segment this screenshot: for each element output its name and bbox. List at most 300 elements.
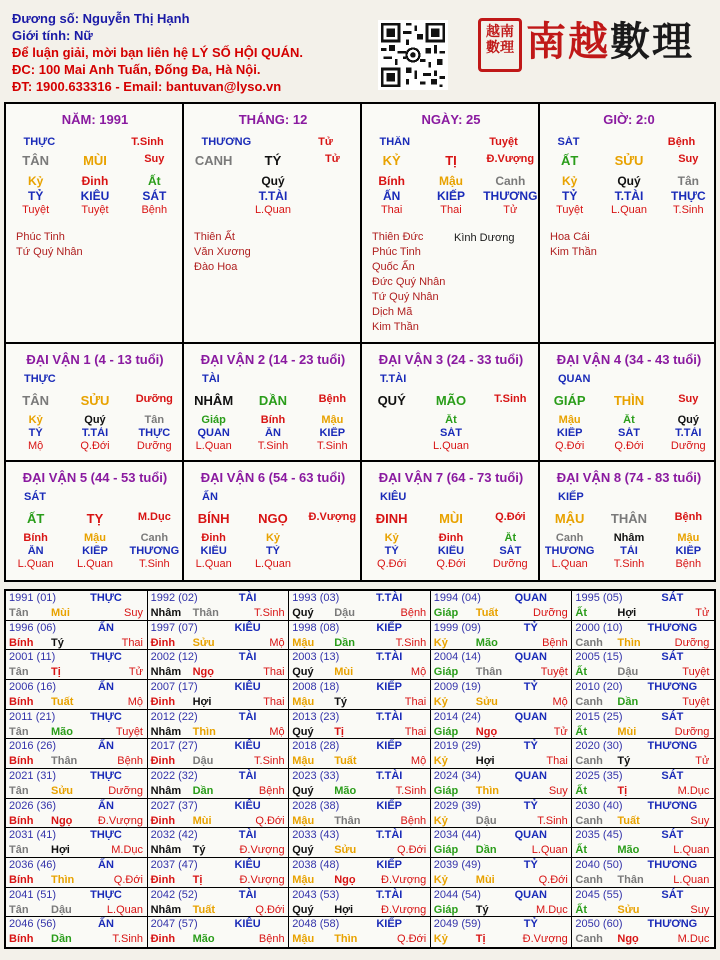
year-cell xyxy=(6,917,148,947)
year-phase: Thai xyxy=(263,695,285,708)
hidden-stem: Canh xyxy=(140,532,169,544)
year-label: 2048 (58) xyxy=(292,918,340,931)
year-branch: Hợi xyxy=(475,755,495,768)
year-cell xyxy=(431,799,573,829)
hidden-stem-h3: Tuyệt xyxy=(81,204,109,216)
year-stem: Ất xyxy=(575,725,587,738)
year-branch: Ngọ xyxy=(475,725,498,738)
hidden-god xyxy=(481,427,539,439)
year-phase: Tuyệt xyxy=(682,666,710,679)
hidden-stem-h2: KIÊU xyxy=(80,189,110,203)
year-ten-god: KIẾP xyxy=(376,740,403,753)
year-label: 2023 (33) xyxy=(292,769,340,782)
hidden-stem-h2 xyxy=(185,189,243,203)
hidden-stem: Mậu xyxy=(677,532,700,544)
year-stem: Đinh xyxy=(150,814,176,827)
heavenly-stem: GIÁP xyxy=(553,393,586,408)
year-label: 1991 (01) xyxy=(9,592,57,604)
dai-van-title: ĐẠI VẬN 2 (14 - 23 tuổi) xyxy=(200,352,346,367)
hidden-phase: L.Quan xyxy=(432,440,470,452)
year-label: 2000 (10) xyxy=(575,621,623,634)
branch-phase: Suy xyxy=(144,153,165,165)
hidden-phase: L.Quan xyxy=(76,558,114,570)
hidden-god: SÁT xyxy=(499,545,522,557)
year-stem: Quý xyxy=(292,784,314,797)
year-label: 2010 (20) xyxy=(575,680,623,693)
hidden-stem: Canh xyxy=(555,532,584,544)
hidden-god: KIÊU xyxy=(437,545,465,557)
year-branch: Dậu xyxy=(617,666,639,679)
year-ten-god: TỶ xyxy=(523,858,538,871)
year-branch: Thìn xyxy=(51,873,75,886)
year-stem: Quý xyxy=(292,607,314,619)
year-label: 2017 (27) xyxy=(150,740,198,753)
year-branch: Dậu xyxy=(475,814,497,827)
year-branch: Mão xyxy=(51,725,73,738)
hidden-stem-h2: T.TÀI xyxy=(614,189,644,203)
ten-god-label: ẤN xyxy=(202,491,218,503)
year-phase: Tử xyxy=(553,725,568,738)
hidden-god: TỶ xyxy=(265,545,281,557)
year-label: 2033 (43) xyxy=(292,829,340,842)
year-label: 2008 (18) xyxy=(292,680,340,693)
year-cell xyxy=(572,769,714,799)
hidden-god: THƯƠNG xyxy=(129,545,180,557)
year-cell xyxy=(572,621,714,651)
year-stem: Kỷ xyxy=(433,755,448,768)
year-ten-god: T.TÀI xyxy=(376,888,403,901)
year-cell xyxy=(148,710,290,740)
hidden-phase: L.Quan xyxy=(17,558,54,570)
hidden-god: TÀI xyxy=(620,545,638,557)
year-label: 2020 (30) xyxy=(575,740,623,753)
hidden-god: KIÊU xyxy=(200,545,227,557)
hidden-stem-h2: TỶ xyxy=(561,189,578,203)
year-label: 1993 (03) xyxy=(292,592,340,604)
star-name: Phúc Tinh xyxy=(16,231,65,243)
year-ten-god: THỰC xyxy=(90,592,122,604)
year-cell xyxy=(148,769,290,799)
hidden-phase: T.Sinh xyxy=(613,558,645,570)
year-phase: Mộ xyxy=(269,725,285,738)
year-stem: Giáp xyxy=(433,725,459,738)
hidden-stem-h1: Kỷ xyxy=(561,174,578,188)
year-cell xyxy=(572,858,714,888)
dai-van-title: ĐẠI VẬN 3 (24 - 33 tuổi) xyxy=(378,352,524,367)
year-branch: Hợi xyxy=(334,903,354,916)
year-branch: Dần xyxy=(51,933,72,946)
hidden-stem: Tân xyxy=(144,414,165,426)
hidden-stem: Ất xyxy=(623,414,635,426)
year-ten-god: TÀI xyxy=(238,829,257,842)
year-branch: Tuất xyxy=(475,607,499,619)
year-ten-god: THỰC xyxy=(90,769,122,782)
year-phase: Đ.Vượng xyxy=(239,873,285,886)
year-cell xyxy=(6,739,148,769)
ten-god-label: THỰC xyxy=(23,136,56,148)
year-stem: Quý xyxy=(292,666,314,679)
year-phase: Mộ xyxy=(552,695,568,708)
year-branch: Hợi xyxy=(51,844,70,857)
year-ten-god: THƯƠNG xyxy=(647,799,698,812)
year-label: 2005 (15) xyxy=(575,651,623,664)
year-label: 2038 (48) xyxy=(292,858,340,871)
year-stem: Bính xyxy=(9,695,34,708)
earthly-branch: THÌN xyxy=(613,393,645,408)
year-ten-god: TÀI xyxy=(238,651,257,664)
earthly-branch: NGỌ xyxy=(258,511,288,526)
year-stem: Giáp xyxy=(433,784,459,797)
hidden-phase: Q.Đới xyxy=(377,558,407,570)
year-cell xyxy=(431,858,573,888)
chart-header xyxy=(12,10,372,100)
year-cell xyxy=(6,828,148,858)
year-ten-god: THỰC xyxy=(90,710,122,723)
hidden-stem-h1 xyxy=(303,174,361,188)
year-stem: Nhâm xyxy=(150,903,182,916)
hidden-stem xyxy=(303,532,361,544)
red-seal-stamp: 越南 數理 xyxy=(478,18,522,72)
branch-phase: Đ.Vượng xyxy=(308,511,357,523)
year-branch: Tuất xyxy=(334,755,357,768)
year-stem: Nhâm xyxy=(150,725,182,738)
year-cell xyxy=(431,591,573,621)
year-branch: Ngọ xyxy=(334,873,356,886)
year-cell xyxy=(6,769,148,799)
year-stem: Ất xyxy=(575,784,587,797)
dai-van-title: ĐẠI VẬN 4 (34 - 43 tuổi) xyxy=(556,352,702,367)
year-label: 2025 (35) xyxy=(575,769,623,782)
year-phase: Suy xyxy=(124,607,143,619)
year-stem: Tân xyxy=(9,903,29,916)
year-stem: Nhâm xyxy=(150,784,182,797)
year-cell xyxy=(572,650,714,680)
hidden-phase xyxy=(481,440,539,452)
year-ten-god: KIẾP xyxy=(376,621,403,634)
year-stem: Canh xyxy=(575,636,603,649)
branch-phase: Dưỡng xyxy=(135,393,173,405)
year-label: 2036 (46) xyxy=(9,858,57,871)
ten-god-label: KIẾP xyxy=(558,491,584,503)
year-phase: Thai xyxy=(404,725,427,738)
year-branch: Hợi xyxy=(617,607,637,619)
hidden-phase: T.Sinh xyxy=(257,440,289,452)
year-ten-god: TỶ xyxy=(523,680,538,693)
hidden-god: TỶ xyxy=(28,427,43,439)
hidden-god: SÁT xyxy=(439,427,462,439)
year-ten-god: QUAN xyxy=(514,769,547,782)
year-ten-god: T.TÀI xyxy=(376,829,403,842)
heavenly-stem: MẬU xyxy=(554,511,585,526)
earthly-branch: TỊ xyxy=(445,153,457,168)
year-phase: M.Dục xyxy=(111,844,143,857)
year-stem: Canh xyxy=(575,814,603,827)
year-ten-god: THƯƠNG xyxy=(647,680,698,693)
year-label: 2001 (11) xyxy=(9,651,56,664)
year-branch: Dần xyxy=(192,784,214,797)
year-ten-god: THƯƠNG xyxy=(647,918,698,931)
ten-god-label: KIÊU xyxy=(380,491,407,503)
hidden-stem: Mậu xyxy=(558,414,581,426)
year-ten-god: TỶ xyxy=(523,799,538,812)
year-cell xyxy=(289,710,431,740)
pillar-title: NGÀY: 25 xyxy=(421,112,481,127)
year-ten-god: TÀI xyxy=(238,592,257,604)
hidden-stem: Mậu xyxy=(83,532,106,544)
year-phase: Đ.Vượng xyxy=(97,814,143,827)
year-phase: Q.Đới xyxy=(396,844,427,857)
heavenly-stem: NHÂM xyxy=(194,393,234,408)
star-name: Văn Xương xyxy=(194,246,251,258)
year-stem: Giáp xyxy=(433,607,459,619)
branch-phase: Suy xyxy=(678,153,699,165)
earthly-branch: DẦN xyxy=(258,393,288,408)
star-name: Phúc Tinh xyxy=(372,246,421,258)
ten-god-label: THÂN xyxy=(379,136,411,148)
year-branch: Tuất xyxy=(617,814,640,827)
year-branch: Thân xyxy=(617,873,644,886)
hidden-phase: Dưỡng xyxy=(670,440,706,452)
year-branch: Sửu xyxy=(51,784,74,797)
year-branch: Thân xyxy=(334,814,361,827)
hidden-phase: Bệnh xyxy=(675,558,702,570)
year-branch: Sửu xyxy=(334,844,357,857)
year-label: 2035 (45) xyxy=(575,829,623,842)
year-cell xyxy=(289,650,431,680)
hidden-phase xyxy=(303,558,361,570)
year-cell xyxy=(148,799,290,829)
year-ten-god: SÁT xyxy=(661,769,684,782)
branch-phase: T.Sinh xyxy=(494,393,527,405)
contact-invite: Để luận giải, mời bạn liên hệ LÝ SỐ HỘI QUÁN. xyxy=(12,45,303,60)
owner-name: Đương số: Nguyễn Thị Hạnh xyxy=(12,11,190,26)
year-cell xyxy=(431,650,573,680)
year-branch: Tý xyxy=(51,636,64,649)
year-stem: Canh xyxy=(575,933,603,946)
year-label: 2022 (32) xyxy=(150,769,198,782)
hidden-stem-h3: Tuyệt xyxy=(22,204,50,216)
ten-god-label: SÁT xyxy=(557,136,580,148)
year-stem: Đinh xyxy=(150,873,176,886)
ten-god-label: TÀI xyxy=(202,373,220,385)
hidden-stem-h2: SÁT xyxy=(142,189,167,203)
year-cell xyxy=(148,591,290,621)
dai-van-cell xyxy=(540,470,718,570)
year-stem: Mậu xyxy=(292,636,315,649)
year-label: 2030 (40) xyxy=(575,799,623,812)
hidden-stem-h3: Tử xyxy=(503,204,518,216)
year-stem: Kỷ xyxy=(433,636,448,649)
earthly-branch: TỴ xyxy=(86,511,104,526)
year-cell xyxy=(6,650,148,680)
year-branch: Thân xyxy=(192,607,219,619)
year-phase: M.Dục xyxy=(677,784,710,797)
hidden-phase: Dưỡng xyxy=(492,558,528,570)
year-stem: Tân xyxy=(9,784,29,797)
year-cell xyxy=(148,888,290,918)
year-stem: Ất xyxy=(575,844,587,857)
year-ten-god: T.TÀI xyxy=(376,592,403,604)
year-phase: Suy xyxy=(690,814,710,827)
heavenly-stem: CANH xyxy=(194,153,233,168)
year-label: 2019 (29) xyxy=(433,740,481,753)
year-cell xyxy=(289,591,431,621)
year-cell xyxy=(148,917,290,947)
owner-gender: Giới tính: Nữ xyxy=(12,28,93,43)
dai-van-cell xyxy=(6,352,184,452)
pillar-cell xyxy=(6,112,184,260)
year-cell xyxy=(431,917,573,947)
hidden-stem-h2: KIẾP xyxy=(436,189,465,203)
year-label: 2029 (39) xyxy=(433,799,481,812)
year-phase: Đ.Vượng xyxy=(239,844,285,857)
year-phase: Tuyệt xyxy=(115,725,143,738)
dai-van-title: ĐẠI VẬN 8 (74 - 83 tuổi) xyxy=(556,470,702,485)
year-branch: Sửu xyxy=(617,903,640,916)
year-cell xyxy=(6,591,148,621)
year-ten-god: THỰC xyxy=(90,829,122,842)
star-name: Thiên Ất xyxy=(194,231,235,243)
hidden-stem-h1: Quý xyxy=(261,174,285,188)
pillar-cell xyxy=(362,112,540,335)
year-label: 2031 (41) xyxy=(9,829,57,842)
branch-phase: Suy xyxy=(678,393,699,405)
year-cell xyxy=(431,888,573,918)
year-cell xyxy=(572,710,714,740)
year-cell xyxy=(431,680,573,710)
year-ten-god: KIÊU xyxy=(234,680,261,693)
year-cell xyxy=(572,680,714,710)
hidden-god: KIẾP xyxy=(675,545,702,557)
hidden-stem-h2 xyxy=(303,189,361,203)
year-phase: Q.Đới xyxy=(396,933,427,946)
year-phase: T.Sinh xyxy=(254,755,285,768)
year-stem: Ất xyxy=(575,666,587,679)
year-label: 1996 (06) xyxy=(9,621,57,634)
earthly-branch: TÝ xyxy=(264,153,282,168)
star-name: Quốc Ấn xyxy=(372,261,415,273)
year-cell xyxy=(148,621,290,651)
year-ten-god: ẤN xyxy=(98,740,114,753)
year-cell xyxy=(431,739,573,769)
dai-van-cell xyxy=(362,352,540,452)
year-phase: T.Sinh xyxy=(395,636,427,649)
year-stem: Mậu xyxy=(292,933,315,946)
year-label: 2027 (37) xyxy=(150,799,198,812)
year-branch: Tị xyxy=(334,725,344,738)
year-phase: Tuyệt xyxy=(540,666,568,679)
year-ten-god: QUAN xyxy=(514,710,547,723)
year-phase: Bệnh xyxy=(400,814,427,827)
annual-luck-table xyxy=(4,589,716,949)
year-phase: Q.Đới xyxy=(255,814,285,827)
year-ten-god: TÀI xyxy=(238,710,257,723)
branch-phase: Bệnh xyxy=(318,393,347,405)
year-phase: Đ.Vượng xyxy=(381,873,427,886)
year-ten-god: THỰC xyxy=(90,888,122,901)
pillars-board xyxy=(4,102,716,582)
year-phase: L.Quan xyxy=(531,844,568,857)
year-ten-god: KIẾP xyxy=(376,680,403,693)
hidden-god: KIẾP xyxy=(556,427,583,439)
hidden-stem: Giáp xyxy=(201,414,226,426)
year-ten-god: ẤN xyxy=(98,621,114,634)
branch-phase: Tử xyxy=(324,153,340,165)
year-label: 2015 (25) xyxy=(575,710,623,723)
dai-van-cell xyxy=(6,470,184,570)
year-phase: Bệnh xyxy=(258,933,285,946)
year-branch: Ngọ xyxy=(51,814,73,827)
year-cell xyxy=(572,591,714,621)
year-cell xyxy=(431,621,573,651)
qr-code-icon xyxy=(378,20,448,90)
year-branch: Dần xyxy=(617,695,639,708)
year-label: 2024 (34) xyxy=(433,769,481,782)
year-stem: Kỷ xyxy=(433,873,448,886)
year-label: 2040 (50) xyxy=(575,858,623,871)
ten-god-label: THỰC xyxy=(24,373,56,385)
year-cell xyxy=(572,917,714,947)
year-cell xyxy=(6,680,148,710)
year-phase: L.Quan xyxy=(106,903,143,916)
year-phase: Bệnh xyxy=(258,784,285,797)
year-ten-god: SÁT xyxy=(661,592,684,604)
year-phase: T.Sinh xyxy=(537,814,568,827)
year-branch: Dậu xyxy=(51,903,72,916)
year-ten-god: ẤN xyxy=(98,680,114,693)
year-branch: Thìn xyxy=(334,933,358,946)
hidden-phase: L.Quan xyxy=(254,558,292,570)
year-label: 2028 (38) xyxy=(292,799,340,812)
hidden-phase: Q.Đới xyxy=(555,440,585,452)
ten-god-label: SÁT xyxy=(24,491,46,503)
hidden-stem: Nhâm xyxy=(613,532,645,544)
year-branch: Tị xyxy=(617,784,628,797)
hidden-god: ẤN xyxy=(265,427,281,439)
year-phase: Thai xyxy=(121,636,143,649)
hidden-stem-h3: T.Sinh xyxy=(673,204,704,216)
year-stem: Giáp xyxy=(433,666,459,679)
hidden-stem-h1: Tân xyxy=(677,174,699,188)
stem-phase-label: Tử xyxy=(318,136,333,148)
year-phase: Thai xyxy=(404,695,427,708)
year-label: 2012 (22) xyxy=(150,710,198,723)
hidden-god xyxy=(363,427,421,439)
year-cell xyxy=(289,680,431,710)
heavenly-stem: TÂN xyxy=(22,153,50,168)
contact-phone-email: ĐT: 1900.633316 - Email: bantuvan@lyso.vn xyxy=(12,79,282,94)
year-label: 2050 (60) xyxy=(575,918,623,931)
hidden-phase: L.Quan xyxy=(195,558,232,570)
pillar-title: NĂM: 1991 xyxy=(61,112,129,127)
year-ten-god: KIẾP xyxy=(376,858,403,871)
year-phase: Tử xyxy=(695,755,710,768)
year-stem: Quý xyxy=(292,844,314,857)
year-stem: Giáp xyxy=(433,844,459,857)
year-stem: Ất xyxy=(575,607,587,619)
year-branch: Tý xyxy=(617,755,631,768)
heavenly-stem: ẤT xyxy=(26,511,45,526)
hidden-god: SÁT xyxy=(617,427,640,439)
earthly-branch: MÃO xyxy=(435,393,467,408)
year-label: 2049 (59) xyxy=(433,918,481,931)
year-phase: Suy xyxy=(548,784,568,797)
year-ten-god: QUAN xyxy=(514,888,547,901)
year-cell xyxy=(572,739,714,769)
dai-van-cell xyxy=(362,470,540,570)
hidden-stem: Quý xyxy=(84,414,106,426)
year-cell xyxy=(289,769,431,799)
